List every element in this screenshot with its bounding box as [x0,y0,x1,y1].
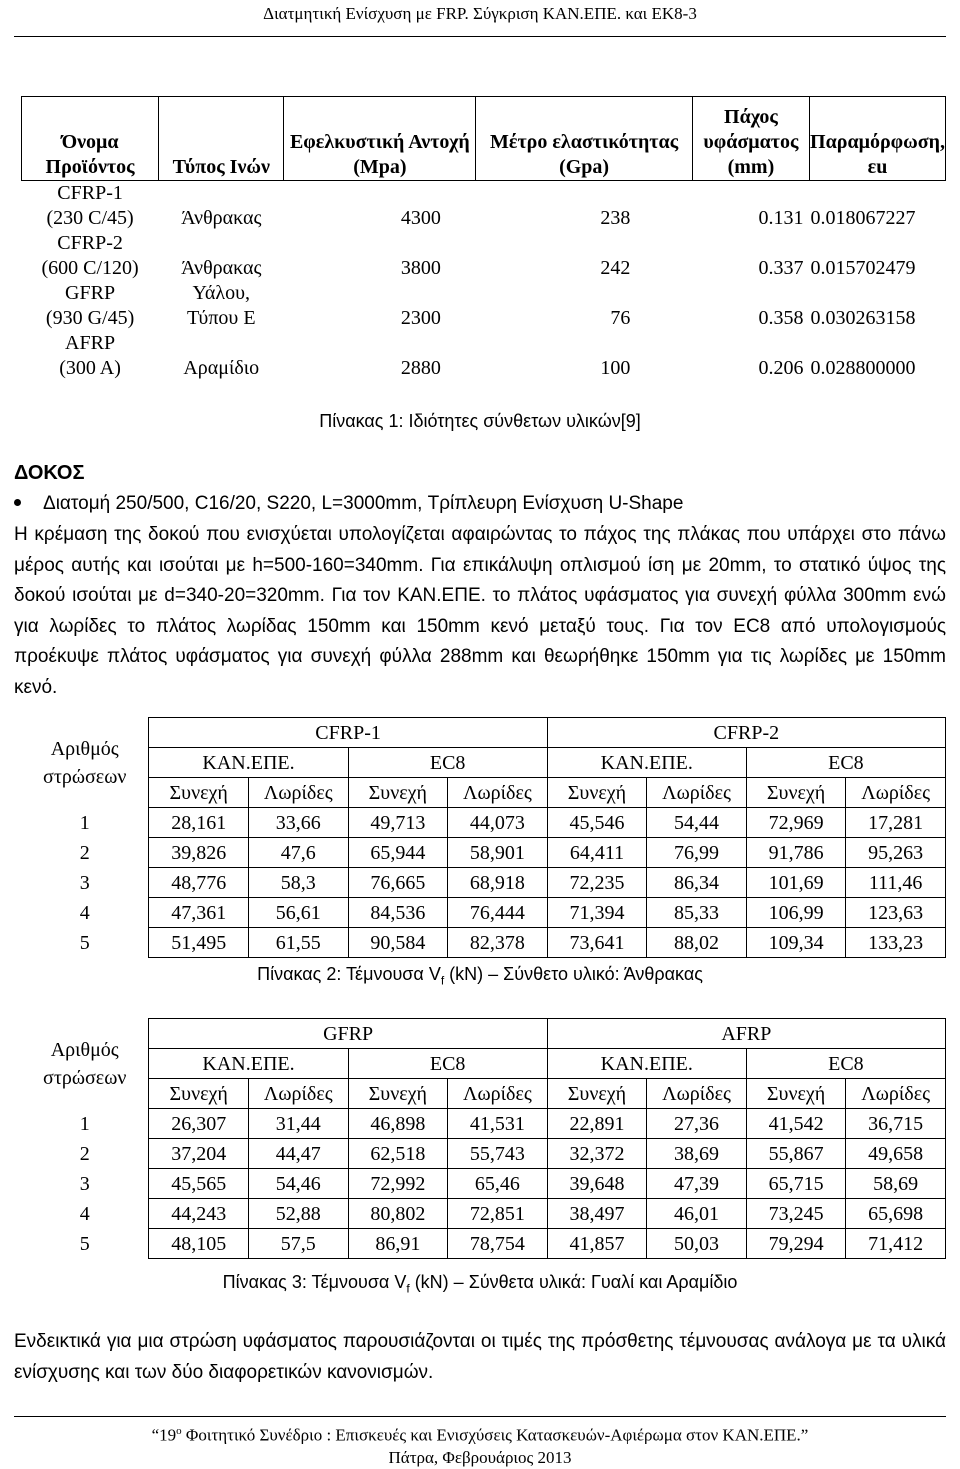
shear-value: 41,531 [448,1109,548,1139]
code-header: ΚΑΝ.ΕΠΕ. [547,1049,746,1079]
table-row [22,281,946,306]
table-row [21,808,946,838]
fiber-type: Άνθρακας [181,207,262,229]
shear-value: 58,69 [846,1169,946,1199]
shear-value: 80,802 [348,1199,448,1229]
layer-count: 2 [79,1142,90,1165]
shear-value: 71,394 [547,898,647,928]
shear-value: 95,263 [846,838,946,868]
elastic-modulus: 76 [610,307,631,329]
subcol-header: Συνεχή [547,1079,647,1109]
shear-value: 111,46 [846,868,946,898]
fiber-type: Αραμίδιο [183,357,260,379]
bullet-text: Διατομή 250/500, C16/20, S220, L=3000mm, Τρίπλευρη Ενίσχυση U-Shape [43,493,684,514]
shear-value: 45,546 [547,808,647,838]
footer-line1 [0,1420,960,1447]
table-row [21,1109,946,1139]
shear-value: 123,63 [846,898,946,928]
shear-value: 58,3 [248,868,348,898]
empty-cell [692,331,809,356]
empty-cell [476,331,692,356]
fabric-thickness: 0.337 [758,257,804,279]
shear-value: 68,918 [448,868,548,898]
code-header: EC8 [746,1049,945,1079]
shear-value: 45,565 [149,1169,249,1199]
shear-value: 82,378 [448,928,548,958]
shear-value: 91,786 [746,838,846,868]
shear-value: 133,23 [846,928,946,958]
shear-value: 41,542 [746,1109,846,1139]
shear-value: 78,754 [448,1229,548,1259]
table-row [22,356,946,381]
layer-count: 5 [79,1232,90,1255]
table2-caption-post: (kN) – Σύνθετο υλικό: Άνθρακας [444,964,703,984]
col-header-modulus: Μέτρο ελαστικότητας (Gpa) [476,97,692,181]
product-name-line1: AFRP [65,332,116,354]
shear-value: 36,715 [846,1109,946,1139]
shear-value: 76,99 [647,838,747,868]
shear-value: 38,69 [647,1139,747,1169]
table2-caption [0,964,960,988]
subcol-header: Συνεχή [746,778,846,808]
code-header: EC8 [746,748,945,778]
shear-value: 106,99 [746,898,846,928]
shear-value: 52,88 [248,1199,348,1229]
shear-value: 44,47 [248,1139,348,1169]
layer-count: 1 [79,1112,90,1135]
shear-value: 84,536 [348,898,448,928]
code-header: ΚΑΝ.ΕΠΕ. [149,1049,348,1079]
material-group-header: AFRP [547,1019,945,1049]
shear-value: 71,412 [846,1229,946,1259]
code-header-row [21,1049,946,1079]
fiber-type-line1 [159,331,284,356]
table-row [22,331,946,356]
shear-value: 72,851 [448,1199,548,1229]
shear-value: 55,867 [746,1139,846,1169]
subcol-header: Συνεχή [149,1079,249,1109]
fabric-thickness: 0.206 [758,357,804,379]
shear-value: 62,518 [348,1139,448,1169]
subcol-header: Λωρίδες [647,778,747,808]
subcol-header: Συνεχή [149,778,249,808]
shear-value: 38,497 [547,1199,647,1229]
group-header-row [21,1019,946,1049]
shear-value: 65,698 [846,1199,946,1229]
table3-caption-post: (kN) – Σύνθετα υλικά: Γυαλί και Αραμίδιο [409,1272,738,1292]
footer-sup: ο [176,1425,182,1437]
shear-value: 48,776 [149,868,249,898]
table-row [21,868,946,898]
empty-cell [692,181,809,207]
header-divider [14,36,946,37]
col-header-name: Όνομα Προϊόντος [22,97,159,181]
group-header-row [21,718,946,748]
shear-value: 51,495 [149,928,249,958]
code-header: ΚΑΝ.ΕΠΕ. [547,748,746,778]
footer [0,1420,960,1469]
header-title: Διατμητική Ενίσχυση με FRP. Σύγκριση ΚΑΝ.ΕΠΕ. και ΕΚ8-3 [263,4,697,23]
empty-cell [692,281,809,306]
fabric-thickness: 0.131 [758,207,804,229]
shear-value: 76,444 [448,898,548,928]
code-header-row [21,748,946,778]
subcol-header-row [21,1079,946,1109]
subcol-header: Λωρίδες [448,1079,548,1109]
col-header-fiber: Τύπος Ινών [159,97,284,181]
shear-value: 31,44 [248,1109,348,1139]
empty-cell [284,281,476,306]
shear-value: 72,969 [746,808,846,838]
row-label-header: Αριθμός στρώσεων [43,737,127,788]
elastic-modulus: 242 [600,257,631,279]
shear-value: 37,204 [149,1139,249,1169]
empty-cell [692,231,809,256]
table-row [22,256,946,281]
product-name-line2: (600 C/120) [41,257,139,279]
layer-count: 2 [79,841,90,864]
row-label-header: Αριθμός στρώσεων [43,1038,127,1089]
table-row [21,928,946,958]
empty-cell [810,181,946,207]
bullet-dot-icon [14,499,21,506]
table-row [21,1169,946,1199]
fiber-type-line1: Υάλου, [192,282,251,304]
shear-table-carbon [21,717,946,958]
shear-value: 85,33 [647,898,747,928]
subcol-header: Λωρίδες [647,1079,747,1109]
col-header-thickness: Πάχος υφάσματος (mm) [692,97,809,181]
material-group-header: CFRP-2 [547,718,945,748]
shear-value: 49,658 [846,1139,946,1169]
tensile-strength: 2880 [400,357,441,379]
empty-cell [476,181,692,207]
subcol-header: Λωρίδες [248,1079,348,1109]
layer-count: 5 [79,931,90,954]
table-row [21,838,946,868]
table3-caption-sub: f [406,1281,410,1296]
subcol-header: Συνεχή [746,1079,846,1109]
table-row [22,181,946,207]
shear-value: 44,243 [149,1199,249,1229]
shear-value: 57,5 [248,1229,348,1259]
code-header: EC8 [348,1049,547,1079]
product-name-line1: CFRP-2 [57,232,123,254]
fabric-thickness: 0.358 [758,307,804,329]
shear-value: 73,641 [547,928,647,958]
running-header [0,4,960,44]
subcol-header: Συνεχή [348,778,448,808]
shear-value: 65,944 [348,838,448,868]
layer-count: 4 [79,1202,90,1225]
fiber-type-line1 [159,231,284,256]
fiber-type-line1 [159,181,284,207]
table1-caption: Πίνακας 1: Ιδιότητες σύνθετων υλικών[9] [319,411,641,431]
shear-value: 27,36 [647,1109,747,1139]
table2-caption-pre: Πίνακας 2: Τέμνουσα V [257,964,441,984]
product-name-line1: CFRP-1 [57,182,123,204]
shear-value: 65,46 [448,1169,548,1199]
section-title: ΔΟΚΟΣ [14,462,85,484]
shear-value: 32,372 [547,1139,647,1169]
shear-value: 47,39 [647,1169,747,1199]
footer-quote: “ [151,1425,160,1445]
shear-value: 44,073 [448,808,548,838]
product-name-line2: (300 A) [59,357,121,379]
shear-value: 79,294 [746,1229,846,1259]
shear-value: 22,891 [547,1109,647,1139]
empty-cell [810,281,946,306]
layer-count: 3 [79,871,90,894]
materials-table [21,96,946,381]
shear-value: 46,898 [348,1109,448,1139]
shear-value: 88,02 [647,928,747,958]
table-row [21,898,946,928]
table-row [21,1139,946,1169]
tensile-strength: 2300 [400,307,441,329]
col-header-strength: Εφελκυστική Αντοχή (Mpa) [284,97,476,181]
shear-value: 61,55 [248,928,348,958]
tensile-strength: 4300 [400,207,441,229]
subcol-header: Συνεχή [547,778,647,808]
table-row [21,1199,946,1229]
table-row [22,306,946,331]
subcol-header: Λωρίδες [846,778,946,808]
shear-value: 28,161 [149,808,249,838]
shear-value: 86,91 [348,1229,448,1259]
shear-value: 46,01 [647,1199,747,1229]
shear-value: 58,901 [448,838,548,868]
code-header: EC8 [348,748,547,778]
table3-caption [0,1272,960,1296]
footer-line2: Πάτρα, Φεβρουάριος 2013 [388,1447,572,1467]
shear-value: 17,281 [846,808,946,838]
shear-value: 72,992 [348,1169,448,1199]
layer-count: 1 [79,811,90,834]
shear-table-glass-aramid [21,1018,946,1259]
subcol-header: Λωρίδες [248,778,348,808]
subcol-header: Λωρίδες [448,778,548,808]
shear-value: 41,857 [547,1229,647,1259]
layer-count: 3 [79,1172,90,1195]
shear-value: 50,03 [647,1229,747,1259]
tensile-strength: 3800 [400,257,441,279]
table-row [22,206,946,231]
subcol-header: Λωρίδες [846,1079,946,1109]
empty-cell [810,331,946,356]
shear-value: 73,245 [746,1199,846,1229]
elastic-modulus: 238 [600,207,631,229]
table-row [22,231,946,256]
section-bullet [14,493,683,515]
shear-value: 72,235 [547,868,647,898]
subcol-header: Συνεχή [348,1079,448,1109]
shear-value: 48,105 [149,1229,249,1259]
footer-conference: Φοιτητικό Συνέδριο : Επισκευές και Ενισχύσεις Κατασκευών-Αφιέρωμα στον ΚΑΝ.ΕΠΕ.” [181,1425,809,1445]
shear-value: 54,46 [248,1169,348,1199]
fiber-type: Τύπου Ε [186,307,256,329]
footer-divider [14,1416,946,1417]
product-name-line2: (930 G/45) [45,307,135,329]
shear-value: 39,648 [547,1169,647,1199]
shear-value: 109,34 [746,928,846,958]
shear-value: 54,44 [647,808,747,838]
closing-paragraph: Ενδεικτικά για μια στρώση υφάσματος παρουσιάζονται οι τιμές της πρόσθετης τέμνουσας ανάλογα με τα υλικά ενίσχυσης και των δύο διαφορετικών κανονισμών. [14,1331,946,1383]
subcol-header-row [21,778,946,808]
shear-value: 65,715 [746,1169,846,1199]
shear-value: 56,61 [248,898,348,928]
empty-cell [810,231,946,256]
table3-caption-pre: Πίνακας 3: Τέμνουσα V [222,1272,407,1292]
strain: 0.030263158 [810,307,916,329]
code-header: ΚΑΝ.ΕΠΕ. [149,748,348,778]
empty-cell [476,231,692,256]
shear-value: 47,361 [149,898,249,928]
product-name-line1: GFRP [65,282,116,304]
shear-value: 39,826 [149,838,249,868]
shear-value: 86,34 [647,868,747,898]
product-name-line2: (230 C/45) [46,207,134,229]
empty-cell [284,231,476,256]
strain: 0.028800000 [810,357,916,379]
strain: 0.015702479 [810,257,916,279]
shear-value: 49,713 [348,808,448,838]
shear-value: 90,584 [348,928,448,958]
layer-count: 4 [79,901,90,924]
footer-num: 19 [159,1425,177,1445]
empty-cell [476,281,692,306]
shear-value: 33,66 [248,808,348,838]
material-group-header: GFRP [149,1019,547,1049]
col-header-strain: Παραμόρφωση, εu [810,97,946,181]
fiber-type: Άνθρακας [181,257,262,279]
shear-value: 76,665 [348,868,448,898]
shear-value: 64,411 [547,838,647,868]
section-paragraph: Η κρέμαση της δοκού που ενισχύεται υπολογίζεται αφαιρώντας το πάχος της πλάκας που υπάρχει στο πάνω μέρος αυτής και ισούται με h=500-160=340mm. Για επικάλυψη οπλισμού ίση με 20mm, το στατικό ύψος της δοκού ισούται με d=340-20=320mm. Για τον ΚΑΝ.ΕΠΕ. το πλάτος υφάσματος για συνεχή φύλλα 300mm ενώ για λωρίδες το πλάτος λωρίδας 150mm και 150mm κενό μεταξύ τους. Για τον EC8 από υπολογισμούς προέκυψε πλάτος υφάσματος για συνεχή φύλλα 288mm και θεωρήθηκε 150mm για τις λωρίδες με 150mm κενό. [14,524,946,698]
empty-cell [284,181,476,207]
material-group-header: CFRP-1 [149,718,547,748]
elastic-modulus: 100 [600,357,631,379]
table2-caption-sub: f [440,973,445,988]
table-row [21,1229,946,1259]
shear-value: 101,69 [746,868,846,898]
shear-value: 26,307 [149,1109,249,1139]
empty-cell [284,331,476,356]
shear-value: 55,743 [448,1139,548,1169]
strain: 0.018067227 [810,207,916,229]
shear-value: 47,6 [248,838,348,868]
